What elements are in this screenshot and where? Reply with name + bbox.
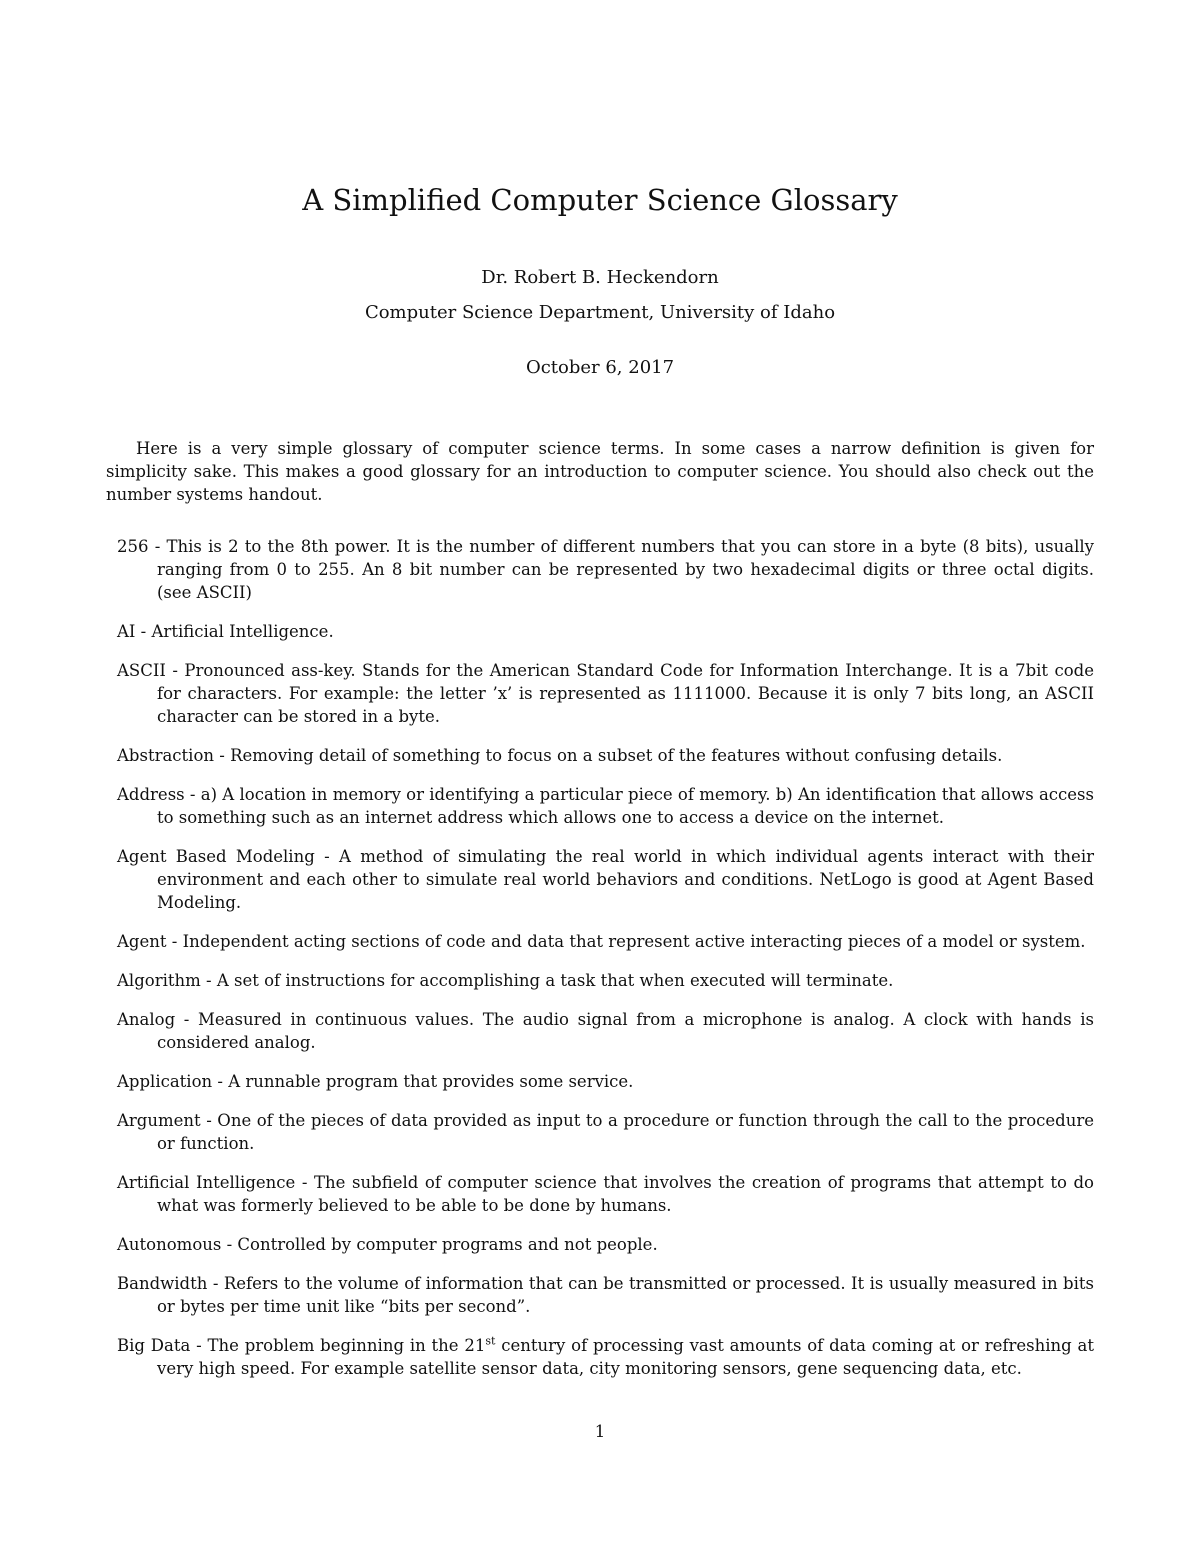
page-title: A Simplified Computer Science Glossary [302,183,898,217]
glossary-term: Agent Based Modeling [117,847,315,866]
glossary-definition: The subfield of computer science that involves the creation of programs that attempt to do what was formerly believed to be able to be done by humans. [157,1173,1094,1215]
glossary-entry: Agent Based Modeling - A method of simulating the real world in which individual agents interact with their environment and each other to simulate real world behaviors and conditions. NetLogo is good at Agent Based Modeling. [117,847,1094,912]
glossary-definition: Removing detail of something to focus on a subset of the features without confusing details. [230,746,1003,765]
glossary-entry: Address - a) A location in memory or identifying a particular piece of memory. b) An identification that allows access to something such as an internet address which allows one to access a device on the internet. [117,785,1094,827]
glossary-entry: Agent - Independent acting sections of code and data that represent active interacting pieces of a model or system. [117,932,1086,951]
glossary-term: AI [117,622,136,641]
glossary-definition: The problem beginning in the 21st century of processing vast amounts of data coming at or refreshing at very high speed. For example satellite sensor data, city monitoring sensors, gene sequencing data, etc. [157,1334,1094,1378]
glossary-entry: Abstraction - Removing detail of something to focus on a subset of the features without confusing details. [117,746,1003,765]
glossary-definition: Artificial Intelligence. [151,622,334,641]
glossary-definition: Controlled by computer programs and not people. [237,1235,658,1254]
glossary-term: Argument [117,1111,201,1130]
glossary-entry: AI - Artificial Intelligence. [117,622,334,641]
glossary-list [106,535,1094,1396]
glossary-entry: ASCII - Pronounced ass-key. Stands for the American Standard Code for Information Interchange. It is a 7bit code for characters. For example: the letter ’x’ is represented as 1111000. Because it is only 7 bits long, an ASCII character can be stored in a byte. [117,661,1094,726]
superscript-ordinal: st [485,1334,496,1348]
glossary-definition: A runnable program that provides some service. [228,1072,634,1091]
glossary-term: ASCII [117,661,166,680]
glossary-definition: A set of instructions for accomplishing a task that when executed will terminate. [216,971,894,990]
glossary-definition: This is 2 to the 8th power. It is the number of different numbers that you can store in a byte (8 bits), usually ranging from 0 to 255. An 8 bit number can be represented by two hexadecimal digits or three octal digits. (see ASCII) [157,537,1094,602]
glossary-term: Agent [117,932,167,951]
document-date: October 6, 2017 [525,357,675,378]
glossary-entry: Autonomous - Controlled by computer programs and not people. [117,1235,658,1254]
page-number: 1 [594,1422,606,1441]
author-affiliation: Computer Science Department, University of Idaho [364,302,836,323]
glossary-term: Autonomous [117,1235,222,1254]
glossary-definition: One of the pieces of data provided as input to a procedure or function through the call to the procedure or function. [157,1111,1094,1153]
glossary-term: 256 [117,537,149,556]
glossary-definition: Refers to the volume of information that can be transmitted or processed. It is usually measured in bits or bytes per time unit like “bits per second”. [157,1274,1094,1316]
glossary-definition: Independent acting sections of code and data that represent active interacting pieces of a model or system. [182,932,1086,951]
glossary-definition: Measured in continuous values. The audio signal from a microphone is analog. A clock with hands is considered analog. [157,1010,1094,1052]
glossary-entry: Bandwidth - Refers to the volume of information that can be transmitted or processed. It is usually measured in bits or bytes per time unit like “bits per second”. [117,1274,1094,1316]
glossary-term: Artificial Intelligence [117,1173,296,1192]
glossary-term: Application [117,1072,213,1091]
glossary-entry: Application - A runnable program that provides some service. [117,1072,634,1091]
glossary-entry: Argument - One of the pieces of data provided as input to a procedure or function through the call to the procedure or function. [117,1111,1094,1153]
glossary-term: Address [117,785,185,804]
glossary-definition: A method of simulating the real world in which individual agents interact with their environment and each other to simulate real world behaviors and conditions. NetLogo is good at Agent Based Modeling. [157,847,1094,912]
glossary-term: Big Data [117,1336,191,1355]
glossary-entry: Analog - Measured in continuous values. The audio signal from a microphone is analog. A clock with hands is considered analog. [117,1010,1094,1052]
glossary-definition: a) A location in memory or identifying a particular piece of memory. b) An identification that allows access to something such as an internet address which allows one to access a device on the internet. [157,785,1094,827]
glossary-entry: Artificial Intelligence - The subfield of computer science that involves the creation of programs that attempt to do what was formerly believed to be able to be done by humans. [117,1173,1094,1215]
intro-paragraph: Here is a very simple glossary of computer science terms. In some cases a narrow definition is given for simplicity sake. This makes a good glossary for an introduction to computer science. You should also check out the number systems handout. [106,439,1094,504]
glossary-term: Analog [117,1010,176,1029]
glossary-definition: Pronounced ass-key. Stands for the American Standard Code for Information Interchange. It is a 7bit code for characters. For example: the letter ’x’ is represented as 1111000. Because it is only 7 bits long, an ASCII character can be stored in a byte. [157,661,1094,726]
glossary-entry: Algorithm - A set of instructions for accomplishing a task that when executed will terminate. [117,971,894,990]
glossary-term: Algorithm [117,971,201,990]
glossary-term: Abstraction [117,746,215,765]
glossary-entry: 256 - This is 2 to the 8th power. It is the number of different numbers that you can store in a byte (8 bits), usually ranging from 0 to 255. An 8 bit number can be represented by two hexadecimal digits or three octal digits. (see ASCII) [117,537,1094,602]
glossary-term: Bandwidth [117,1274,208,1293]
author-name: Dr. Robert B. Heckendorn [481,267,719,288]
glossary-entry: Big Data - The problem beginning in the 21st century of processing vast amounts of data coming at or refreshing at very high speed. For example satellite sensor data, city monitoring sensors, gene sequencing data, etc. [117,1334,1094,1378]
